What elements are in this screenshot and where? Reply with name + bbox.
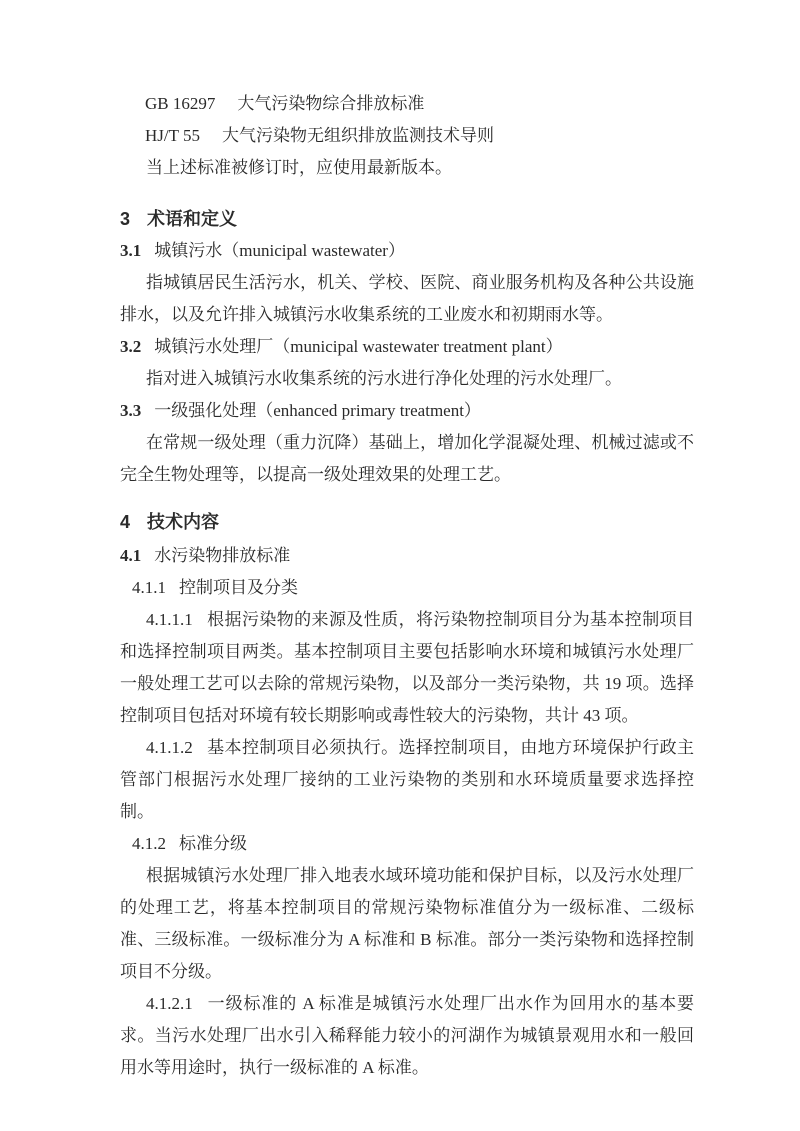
term-english: （enhanced primary treatment） xyxy=(256,401,481,420)
clause-4-1-2-1-paragraph xyxy=(120,988,694,1084)
reference-title: 大气污染物无组织排放监测技术导则 xyxy=(221,126,494,145)
term-3-2-heading xyxy=(120,331,694,363)
section-title: 术语和定义 xyxy=(147,209,238,229)
clause-number: 4.1.1.1 xyxy=(146,610,193,629)
clause-text: 一级标准的 A 标准是城镇污水处理厂出水作为回用水的基本要求。当污水处理厂出水引入稀释能力较小的河湖作为城镇景观用水和一般回用水等用途时，执行一级标准的 A 标准。 xyxy=(120,994,694,1077)
clause-number: 3.2 xyxy=(120,337,142,356)
reference-item xyxy=(120,88,694,120)
clause-4-1-1-heading xyxy=(120,572,694,604)
term-english: （municipal wastewater treatment plant） xyxy=(273,337,563,356)
section-number: 3 xyxy=(120,209,131,229)
reference-item xyxy=(120,120,694,152)
clause-number: 4.1.2 xyxy=(132,834,166,853)
clause-title: 控制项目及分类 xyxy=(179,578,298,597)
clause-number: 4.1 xyxy=(120,546,142,565)
reference-code: HJ/T 55 xyxy=(145,126,200,145)
clause-4-1-1-2-paragraph xyxy=(120,732,694,828)
clause-text: 基本控制项目必须执行。选择控制项目，由地方环境保护行政主管部门根据污水处理厂接纳的工业污染物的类别和水环境质量要求选择控制。 xyxy=(120,738,694,821)
clause-number: 3.3 xyxy=(120,401,142,420)
term-english: （municipal wastewater） xyxy=(222,241,405,260)
clause-text: 根据污染物的来源及性质，将污染物控制项目分为基本控制项目和选择控制项目两类。基本控制项目主要包括影响水环境和城镇污水处理厂一般处理工艺可以去除的常规污染物，以及部分一类污染物，共 19 项。选择控制项目包括对环境有较长期影响或毒性较大的污染物，共计 43 项。 xyxy=(120,610,694,725)
section-title: 技术内容 xyxy=(147,512,220,532)
term-name: 城镇污水处理厂 xyxy=(154,337,274,356)
references-revision-note: 当上述标准被修订时，应使用最新版本。 xyxy=(146,158,452,177)
reference-list xyxy=(120,88,694,184)
clause-number: 4.1.2.1 xyxy=(146,994,193,1013)
reference-code: GB 16297 xyxy=(145,94,216,113)
clause-number: 4.1.1 xyxy=(132,578,166,597)
clause-4-1-2-intro-paragraph: 根据城镇污水处理厂排入地表水域环境功能和保护目标，以及污水处理厂的处理工艺，将基本控制项目的常规污染物标准值分为一级标准、二级标准、三级标准。一级标准分为 A 标准和 B 标准。部分一类污染物和选择控制项目不分级。 xyxy=(120,866,694,981)
clause-number: 3.1 xyxy=(120,241,142,260)
term-3-3-heading xyxy=(120,395,694,427)
clause-4-1-heading xyxy=(120,540,694,572)
term-3-1-heading xyxy=(120,235,694,267)
clause-title: 水污染物排放标准 xyxy=(154,546,291,565)
section-4-heading xyxy=(120,506,694,538)
clause-4-1-2-heading xyxy=(120,828,694,860)
term-name: 一级强化处理 xyxy=(154,401,257,420)
clause-number: 4.1.1.2 xyxy=(146,738,193,757)
section-number: 4 xyxy=(120,512,131,532)
section-3-heading xyxy=(120,203,694,235)
term-3-1-definition: 指城镇居民生活污水，机关、学校、医院、商业服务机构及各种公共设施排水，以及允许排入城镇污水收集系统的工业废水和初期雨水等。 xyxy=(120,273,694,324)
term-name: 城镇污水 xyxy=(154,241,223,260)
reference-title: 大气污染物综合排放标准 xyxy=(237,94,425,113)
clause-4-1-1-1-paragraph xyxy=(120,604,694,732)
term-3-3-definition: 在常规一级处理（重力沉降）基础上，增加化学混凝处理、机械过滤或不完全生物处理等，以提高一级处理效果的处理工艺。 xyxy=(120,433,694,484)
term-3-2-definition: 指对进入城镇污水收集系统的污水进行净化处理的污水处理厂。 xyxy=(146,369,622,388)
clause-title: 标准分级 xyxy=(179,834,247,853)
